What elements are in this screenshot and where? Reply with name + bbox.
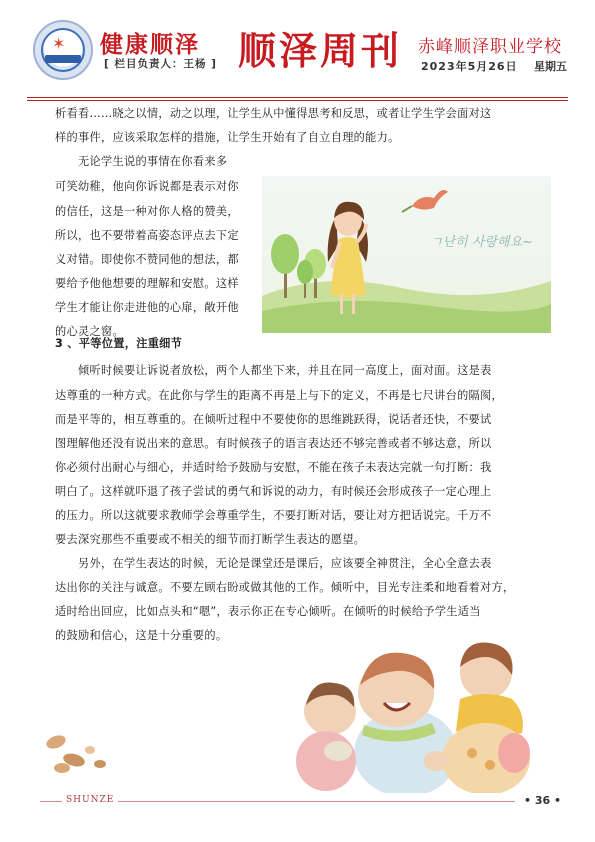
paragraph-line: 义对错。即使你不赞同他的想法，都 xyxy=(55,253,239,266)
paragraph-line: 样的事件，应该采取怎样的措施，让学生开始有了自立自理的能力。 xyxy=(55,131,400,144)
school-logo: ✶ xyxy=(33,20,93,80)
paragraph-line: 要去深究那些不重要或不相关的细节而打断学生表达的愿望。 xyxy=(55,533,366,546)
issue-date: 2023年5月26日 xyxy=(421,60,518,73)
paragraph-line: 的压力。所以这就要求教师学会尊重学生，不要打断对话，要让对方把话说完。千万不 xyxy=(55,509,492,522)
paragraph-line: 你必须付出耐心与细心，并适时给予鼓励与安慰，不能在孩子未表达完就一句打断：我 xyxy=(55,461,492,474)
paragraph-line: 图理解他还没有说出来的意思。有时候孩子的语言表达还不够完善或者不够达意，所以 xyxy=(55,437,492,450)
column-editor: [ 栏目负责人：王杨 ] xyxy=(104,58,217,70)
kids-illustration xyxy=(286,633,568,793)
girl-illustration xyxy=(262,176,551,333)
paragraph-line: 而是平等的，相互尊重的。在倾听过程中不要使你的思维跳跃得，说话者还快，不要试 xyxy=(55,413,492,426)
peanuts-illustration xyxy=(40,724,120,778)
school-name: 赤峰顺泽职业学校 xyxy=(418,37,562,57)
paragraph-line: 明白了。这样就吓退了孩子尝试的勇气和诉说的动力，有时候还会形成孩子一定心理上 xyxy=(55,485,492,498)
illustration-script: ㄱ난히 사랑해요~ xyxy=(430,235,533,250)
paragraph-line: 达出你的关注与诚意。不要左顾右盼或做其他的工作。倾听中，目光专注柔和地看着对方， xyxy=(55,581,515,594)
header-divider-thin xyxy=(27,100,568,101)
paragraph-line: 的心灵之窗。 xyxy=(55,325,124,338)
section-heading: 3 、平等位置，注重细节 xyxy=(55,337,183,350)
page-number: • 36 • xyxy=(524,794,562,807)
publication-title: 顺泽周刊 xyxy=(238,29,403,73)
paragraph-line: 析看看……晓之以情，动之以理，让学生从中懂得思考和反思，或者让学生学会面对这 xyxy=(55,107,492,120)
issue-weekday: 星期五 xyxy=(534,60,567,73)
paragraph-line: 适时给出回应，比如点头和“嗯”，表示你正在专心倾听。在倾听的时候给予学生适当 xyxy=(55,605,481,618)
paragraph-line: 学生才能让你走进他的心扉，敞开他 xyxy=(55,301,239,314)
paragraph-line: 无论学生说的事情在你看来多 xyxy=(78,155,228,168)
paragraph-line: 可笑幼稚，他向你诉说都是表示对你 xyxy=(55,180,239,193)
paragraph-line: 要给予他他想要的理解和安慰。这样 xyxy=(55,277,239,290)
header-divider xyxy=(27,97,568,98)
paragraph-line: 达尊重的一种方式。在此你与学生的距离不再是上与下的定义，不再是七尺讲台的隔阂， xyxy=(55,389,504,402)
paragraph-line: 的信任，这是一种对你人格的赞美， xyxy=(55,205,239,218)
column-title: 健康顺泽 xyxy=(100,32,200,58)
paragraph-line: 所以，也不要带着高姿态评点去下定 xyxy=(55,229,239,242)
paragraph-line: 的鼓励和信心，这是十分重要的。 xyxy=(55,629,228,642)
footer-brand: SHUNZE xyxy=(62,795,118,805)
paragraph-line: 另外，在学生表达的时候，无论是课堂还是课后，应该要全神贯注，全心全意去表 xyxy=(78,557,492,570)
paragraph-line: 倾听时候要让诉说者放松，两个人都坐下来，并且在同一高度上，面对面。这是表 xyxy=(78,364,492,377)
